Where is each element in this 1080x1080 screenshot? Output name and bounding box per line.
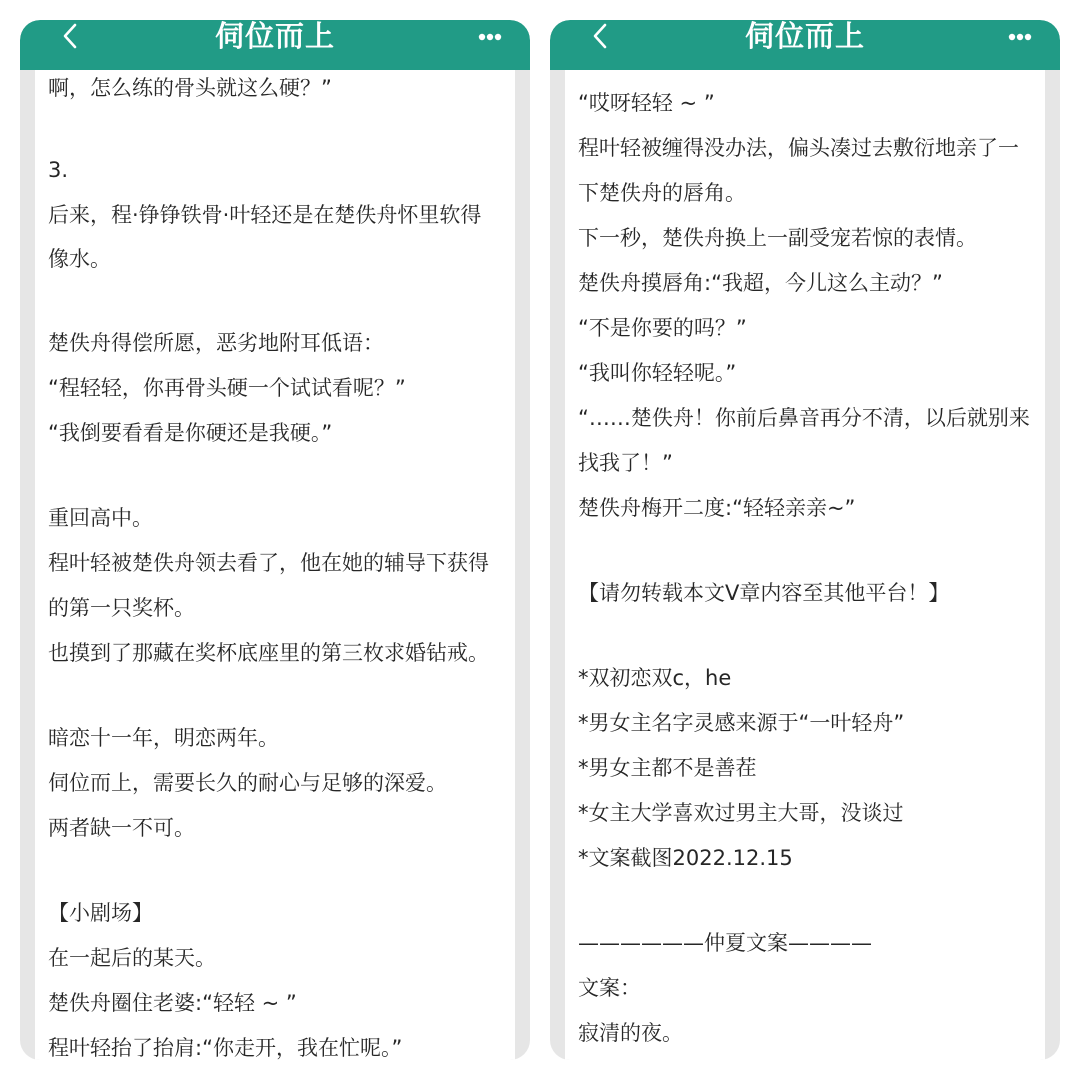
reader-header	[550, 20, 1060, 70]
text-line: 暗恋十一年，明恋两年。	[48, 726, 279, 750]
more-dots-icon[interactable]	[1008, 33, 1032, 41]
text-line: 两者缺一不可。	[48, 816, 195, 840]
text-line: “哎呀轻轻 ~ ”	[578, 91, 715, 115]
text-line: 程叶轻被楚佚舟领去看了，他在她的辅导下获得	[48, 551, 489, 575]
text-line: 伺位而上，需要长久的耐心与足够的深爱。	[48, 771, 447, 795]
text-line: 也摸到了那藏在奖杯底座里的第三枚求婚钻戒。	[48, 641, 489, 665]
text-line: *女主大学喜欢过男主大哥，没谈过	[578, 801, 904, 825]
text-line: 啊，怎么练的骨头就这么硬？”	[48, 76, 332, 100]
text-line: 文案：	[578, 976, 641, 1000]
article-content	[35, 70, 515, 1060]
text-line: “程轻轻，你再骨头硬一个试试看呢？”	[48, 376, 406, 400]
text-line: 重回高中。	[48, 506, 153, 530]
text-line: “不是你要的吗？”	[578, 316, 747, 340]
more-dots-icon[interactable]	[478, 33, 502, 41]
text-line: 程叶轻抬了抬肩:“你走开，我在忙呢。”	[48, 1036, 403, 1060]
text-line: 3.	[48, 158, 69, 182]
left-screenshot-panel	[20, 20, 530, 1060]
text-line: 楚佚舟梅开二度:“轻轻亲亲~”	[578, 496, 856, 520]
text-line: *文案截图2022.12.15	[578, 846, 793, 870]
text-line: “我倒要看看是你硬还是我硬。”	[48, 421, 333, 445]
text-line: “我叫你轻轻呢。”	[578, 361, 737, 385]
text-line: 楚佚舟圈住老婆:“轻轻 ~ ”	[48, 991, 297, 1015]
text-line: 在一起后的某天。	[48, 946, 216, 970]
section-divider-text: ——————仲夏文案————	[578, 931, 872, 955]
page-title: 伺位而上	[214, 20, 335, 53]
text-line: 的第一只奖杯。	[48, 596, 195, 620]
text-line: *男女主名字灵感来源于“一叶轻舟”	[578, 711, 905, 735]
text-line: 寂清的夜。	[578, 1021, 683, 1045]
right-screenshot-panel	[550, 20, 1060, 1060]
article-content	[565, 70, 1045, 1060]
text-line: 下楚佚舟的唇角。	[578, 181, 746, 205]
text-line: 【小剧场】	[48, 901, 153, 925]
text-line: 楚佚舟得偿所愿，恶劣地附耳低语：	[48, 331, 384, 355]
text-line: 下一秒，楚佚舟换上一副受宠若惊的表情。	[578, 226, 977, 250]
text-line: 程叶轻被缠得没办法，偏头凑过去敷衍地亲了一	[578, 136, 1019, 160]
notice-line: 【请勿转载本文V章内容至其他平台！】	[578, 581, 950, 605]
page-title: 伺位而上	[744, 20, 865, 53]
text-line: 像水。	[48, 247, 111, 271]
text-line: *双初恋双c，he	[578, 666, 732, 690]
text-line: *男女主都不是善茬	[578, 756, 757, 780]
text-line: 楚佚舟摸唇角:“我超，今儿这么主动？”	[578, 271, 943, 295]
text-line: 找我了！”	[578, 451, 673, 475]
text-line: 后来，程·铮铮铁骨·叶轻还是在楚佚舟怀里软得	[48, 203, 482, 227]
reader-header	[20, 20, 530, 70]
text-line: “……楚佚舟！你前后鼻音再分不清，以后就别来	[578, 406, 1030, 430]
